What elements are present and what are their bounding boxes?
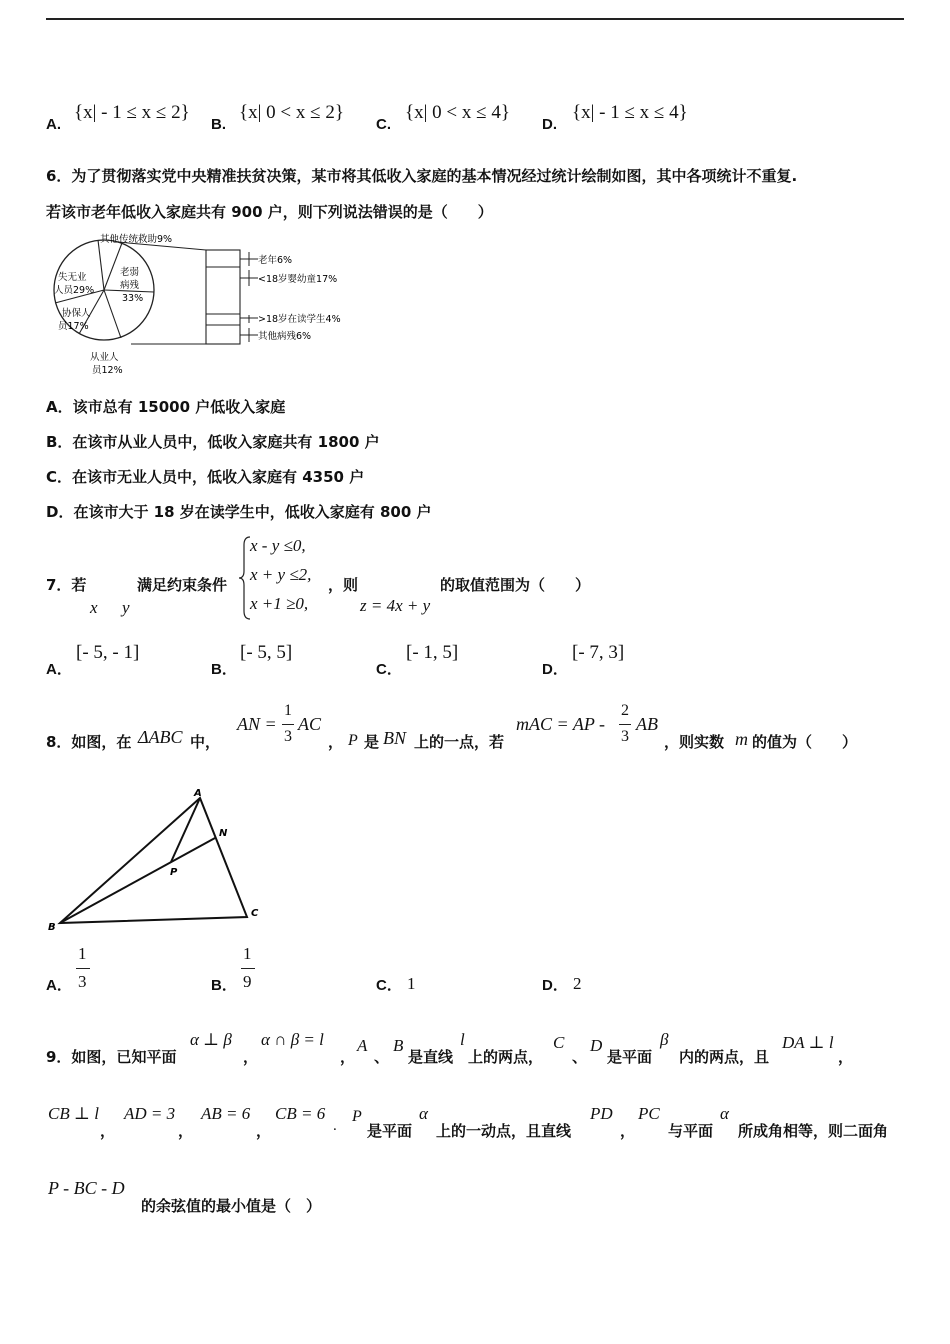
- q5-option-b-label: B.: [211, 116, 226, 133]
- q8-triangle: ΔABC: [138, 727, 183, 747]
- q7-tail: 的取值范围为（ ）: [440, 576, 591, 594]
- line-ap: [171, 798, 200, 862]
- q8-option-b-num: 1: [243, 944, 252, 963]
- q7-option-b-expr: [- 5, 5]: [240, 642, 293, 663]
- q5-option-d-label: D.: [542, 116, 557, 133]
- q8-an-equals: AN =: [237, 714, 277, 734]
- q9-dun-1: 、: [374, 1048, 390, 1066]
- q8-option-a-bar: [76, 968, 90, 969]
- q9-da-perp-l: DA ⊥ l: [782, 1033, 834, 1052]
- q6-option-a: A．该市总有 15000 户低收入家庭: [46, 398, 286, 416]
- q8-shi: 是: [364, 733, 380, 751]
- q7-option-a-expr: [- 5, - 1]: [76, 642, 140, 663]
- q5-option-a-expr: {x| - 1 ≤ x ≤ 2}: [74, 102, 190, 123]
- q8-tail: ，则实数: [664, 733, 725, 751]
- label-unemployed-2: 人员29%: [54, 285, 95, 296]
- label-employed-1: 从业人: [90, 352, 119, 363]
- q6-line2: 若该市老年低收入家庭共有 900 户，则下列说法错误的是（ ）: [46, 203, 493, 221]
- q5-option-c-label: C.: [376, 116, 391, 133]
- q7-objective: z = 4x + y: [360, 596, 431, 615]
- q8-frac2-den: 3: [621, 728, 629, 745]
- q8-vector-equation: mAC = AP -: [516, 714, 605, 734]
- label-other-sick: 其他病残6%: [258, 331, 312, 342]
- q9-point-a: A: [357, 1036, 368, 1055]
- fig-label-n: N: [219, 828, 228, 839]
- q9-comma-2: ，: [340, 1048, 356, 1066]
- label-insured-1: 协保人: [62, 308, 91, 319]
- q5-option-a-label: A.: [46, 116, 61, 133]
- q7-var-x: x: [90, 598, 98, 617]
- q9-pd: PD: [590, 1104, 613, 1123]
- q6-option-d: D．在该市大于 18 岁在读学生中，低收入家庭有 800 户: [46, 503, 432, 521]
- q7-then: ，则: [328, 576, 359, 594]
- q7-system-1: x - y ≤0,: [250, 536, 306, 555]
- q9-comma-7: ，: [620, 1122, 636, 1140]
- q9-comma-1: ，: [243, 1048, 259, 1066]
- q8-option-b-bar: [241, 968, 255, 969]
- q7-number: 7．若: [46, 576, 87, 594]
- q9-text-5: 是平面: [367, 1122, 413, 1140]
- q7-option-a-label: A．: [46, 661, 72, 678]
- q8-zhong: 中，: [190, 733, 221, 751]
- q8-frac2-num: 2: [621, 702, 629, 719]
- q9-intersection: α ∩ β = l: [261, 1030, 324, 1049]
- q8-mid: 上的一点，若: [414, 733, 505, 751]
- q9-comma-4: ，: [100, 1122, 116, 1140]
- q8-prefix: 8．如图，在: [46, 733, 132, 751]
- label-insured-2: 员17%: [58, 321, 89, 332]
- q8-option-c-value: 1: [407, 974, 416, 993]
- q9-period: .: [333, 1118, 337, 1134]
- q7-condition: 满足约束条件: [137, 576, 228, 594]
- q8-triangle-figure: [44, 785, 274, 935]
- q7-var-y: y: [122, 598, 130, 617]
- q7-option-d-label: D．: [542, 661, 568, 678]
- q8-frac-num: 1: [284, 702, 292, 719]
- q6-line1: 6．为了贯彻落实党中央精准扶贫决策，某市将其低收入家庭的基本情况经过统计绘制如图，其中各项统计不重复.: [46, 167, 798, 185]
- q6-option-b: B．在该市从业人员中，低收入家庭共有 1800 户: [46, 433, 380, 451]
- q9-plane-alpha: α: [419, 1104, 428, 1123]
- q9-comma-5: ，: [178, 1122, 194, 1140]
- q7-option-b-label: B．: [211, 661, 237, 678]
- q7-option-c-label: C．: [376, 661, 402, 678]
- q8-frac2-bar: [619, 724, 631, 725]
- q8-option-c-label: C．: [376, 977, 402, 994]
- q7-option-d-expr: [- 7, 3]: [572, 642, 625, 663]
- label-infants: <18岁婴幼童17%: [258, 274, 338, 285]
- q8-comma: ，: [328, 733, 344, 751]
- label-unemployed-1: 失无业: [58, 272, 87, 283]
- q9-text-8: 所成角相等，则二面角: [738, 1122, 889, 1140]
- q9-dihedral: P - BC - D: [48, 1178, 125, 1198]
- q9-cb-perp-l: CB ⊥ l: [48, 1104, 99, 1123]
- fig-label-b: B: [48, 922, 56, 933]
- q8-option-b-den: 9: [243, 972, 252, 991]
- label-weak-1: 老弱: [120, 267, 140, 278]
- q5-option-c-expr: {x| 0 < x ≤ 4}: [405, 102, 510, 123]
- label-elderly: 老年6%: [258, 255, 293, 266]
- header-rule: [46, 18, 904, 20]
- q9-pc: PC: [638, 1104, 660, 1123]
- q9-dun-2: 、: [572, 1048, 588, 1066]
- q9-line-l: l: [460, 1030, 465, 1049]
- q9-point-c: C: [553, 1033, 565, 1052]
- q9-perp: α ⊥ β: [190, 1030, 232, 1049]
- q8-option-a-den: 3: [78, 972, 87, 991]
- label-students: >18岁在读学生4%: [258, 314, 341, 325]
- q8-option-a-num: 1: [78, 944, 87, 963]
- fig-label-a: A: [194, 788, 202, 799]
- label-weak-3: 33%: [122, 293, 144, 304]
- q9-text-7: 与平面: [668, 1122, 714, 1140]
- q9-point-b: B: [393, 1036, 404, 1055]
- fig-label-c: C: [251, 908, 259, 919]
- q7-system-3: x +1 ≥0,: [250, 594, 309, 613]
- q8-tail2: 的值为（ ）: [752, 733, 858, 751]
- q9-ab: AB = 6: [201, 1104, 251, 1123]
- q8-frac-den: 3: [284, 728, 292, 745]
- q8-option-d-value: 2: [573, 974, 582, 993]
- q6-option-c: C．在该市无业人员中，低收入家庭有 4350 户: [46, 468, 365, 486]
- q9-plane-alpha-2: α: [720, 1104, 729, 1123]
- q8-frac-bar: [282, 724, 294, 725]
- q9-point-p: P: [352, 1108, 362, 1125]
- line-bn: [60, 838, 215, 923]
- label-weak-2: 病残: [120, 280, 140, 291]
- q9-text-6: 上的一动点，且直线: [436, 1122, 572, 1140]
- q8-ab: AB: [636, 714, 658, 734]
- q9-cb: CB = 6: [275, 1104, 326, 1123]
- q9-comma-3: ，: [838, 1048, 854, 1066]
- q9-text-2: 上的两点，: [468, 1048, 544, 1066]
- q9-comma-6: ，: [256, 1122, 272, 1140]
- q7-system-2: x + y ≤2,: [250, 565, 312, 584]
- q6-pie-bar-chart: [46, 230, 346, 378]
- q8-ac: AC: [298, 714, 322, 734]
- label-employed-2: 员12%: [92, 365, 123, 376]
- q9-text-9: 的余弦值的最小值是（ ）: [141, 1197, 322, 1215]
- q9-text-4: 内的两点，且: [679, 1048, 770, 1066]
- q9-prefix: 9．如图，已知平面: [46, 1048, 177, 1066]
- q9-text-1: 是直线: [408, 1048, 454, 1066]
- label-other-aid: 其他传统救助9%: [100, 234, 173, 245]
- q5-option-d-expr: {x| - 1 ≤ x ≤ 4}: [572, 102, 688, 123]
- q9-plane-beta: β: [660, 1030, 669, 1049]
- breakdown-bar: [206, 250, 240, 344]
- q8-point-p: P: [348, 732, 358, 749]
- fig-label-p: P: [170, 867, 178, 878]
- q8-m: m: [735, 729, 748, 749]
- q8-option-d-label: D．: [542, 977, 568, 994]
- q9-text-3: 是平面: [607, 1048, 653, 1066]
- q9-ad: AD = 3: [124, 1104, 176, 1123]
- q7-option-c-expr: [- 1, 5]: [406, 642, 459, 663]
- q8-bn: BN: [383, 728, 407, 748]
- q8-option-b-label: B．: [211, 977, 237, 994]
- q9-point-d: D: [590, 1036, 603, 1055]
- q5-option-b-expr: {x| 0 < x ≤ 2}: [239, 102, 344, 123]
- q8-option-a-label: A．: [46, 977, 72, 994]
